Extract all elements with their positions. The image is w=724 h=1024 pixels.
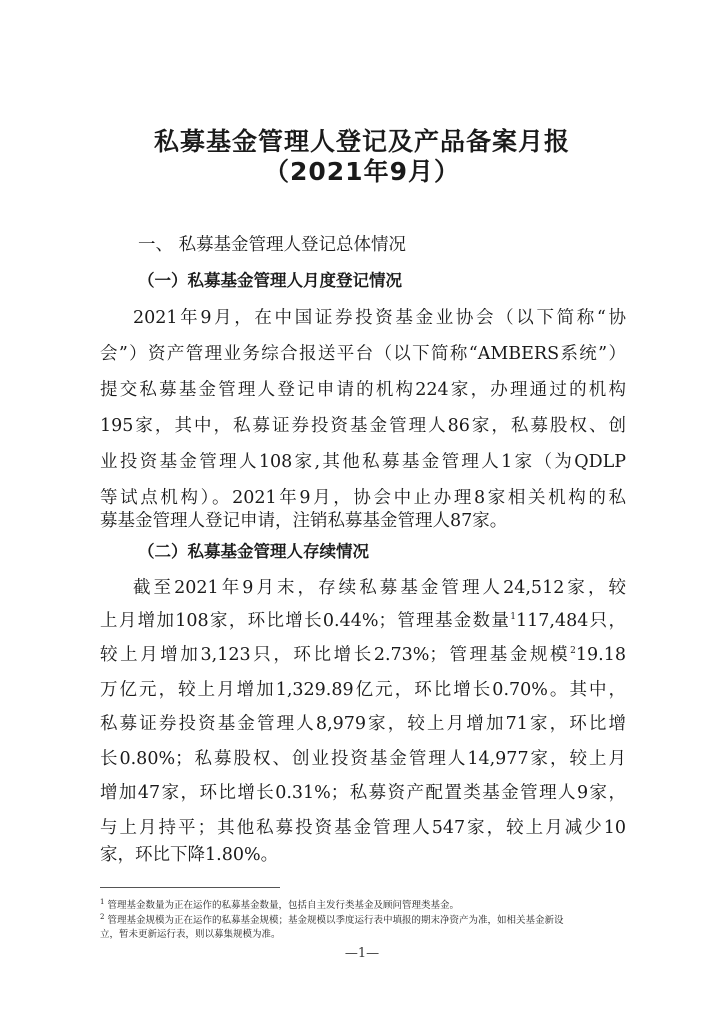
footnote-2 [100,912,630,926]
paragraph-line: 业投资基金管理人108家,其他私募基金管理人1家（为QDLP [100,452,626,472]
paragraph-line: 与上月持平；其他私募投资基金管理人547家，较上月减少10 [100,818,626,838]
paragraph-line: 提交私募基金管理人登记申请的机构224家，办理通过的机构 [100,380,626,400]
report-period: （2021年9月） [264,157,460,186]
footnote-text: 管理基金规模为正在运作的私募基金规模；基金规模以季度运行表中填报的期末净资产为准，如相关基金新设 [107,915,564,926]
footnote-number: 1 [100,897,105,906]
footnote-text: 立，暂未更新运行表，则以募集规模为准。 [100,929,281,940]
footnote-ref[interactable]: 1 [510,612,516,623]
paragraph-line: 万亿元，较上月增加1,329.89亿元，环比增长0.70%。其中， [100,680,626,700]
line-text: 117,484只， [515,611,626,631]
footnote-text: 管理基金数量为正在运作的私募基金数量，包括自主发行类基金及顾问管理类基金。 [107,900,460,911]
line-text: 19.18 [575,645,626,665]
footnote-divider [100,887,280,888]
paragraph-line: 会”）资产管理业务综合报送平台（以下简称“AMBERS系统”） [100,344,626,364]
paragraph-line: 2021年9月，在中国证券投资基金业协会（以下简称“协 [133,308,626,328]
paragraph-line [100,641,626,666]
footnote-ref[interactable]: 2 [570,646,576,657]
paragraph-line: 195家，其中，私募证券投资基金管理人86家，私募股权、创 [100,416,626,436]
footnote-number: 2 [100,912,105,921]
report-title: 私募基金管理人登记及产品备案月报 [153,127,570,156]
paragraph-line: 募基金管理人登记申请，注销私募基金管理人87家。 [100,511,508,531]
paragraph-line: 等试点机构）。2021年9月，协会中止办理8家相关机构的私 [100,488,626,508]
line-text: 上月增加108家，环比增长0.44%；管理基金数量 [100,611,511,631]
paragraph-line: 增加47家，环比增长0.31%；私募资产配置类基金管理人9家， [100,783,626,803]
line-text: 较上月增加3,123只，环比增长2.73%；管理基金规模 [100,645,571,665]
paragraph-line: 家，环比下降1.80%。 [100,845,279,865]
subsection-heading-monthly: （一）私募基金管理人月度登记情况 [138,271,402,290]
paragraph-line: 长0.80%；私募股权、创业投资基金管理人14,977家，较上月 [100,749,626,769]
footnote-2-continued [100,926,630,940]
footnote-1 [100,897,630,911]
page-number: —1— [344,946,380,961]
section-heading: 一、 私募基金管理人登记总体情况 [138,235,407,255]
paragraph-line [100,607,626,632]
paragraph-line: 截至2021年9月末，存续私募基金管理人24,512家，较 [133,578,626,598]
paragraph-line: 私募证券投资基金管理人8,979家，较上月增加71家，环比增 [100,714,626,734]
subsection-heading-existing: （二）私募基金管理人存续情况 [138,542,369,561]
